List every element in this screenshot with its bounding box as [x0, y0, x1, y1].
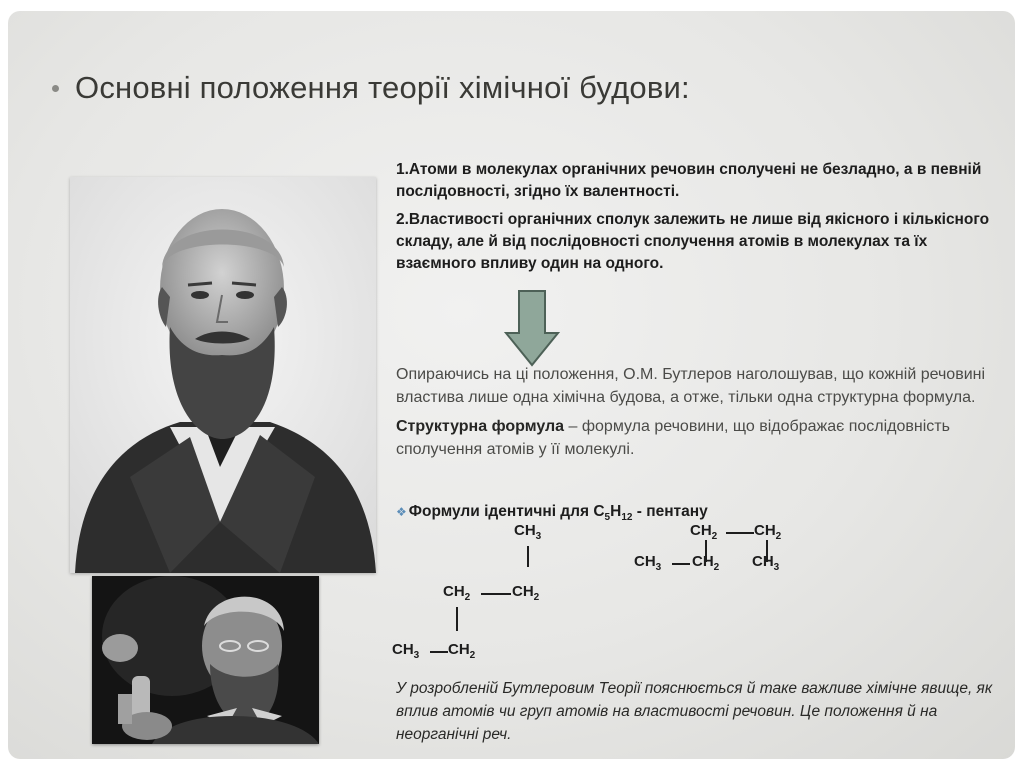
- formula-heading-prefix: Формули ідентичні для С: [408, 503, 605, 520]
- structure-b-top-right: $CH_2$: [754, 522, 782, 542]
- formula-sub-h: 12: [621, 512, 633, 524]
- formula-sub-c: 5: [604, 512, 611, 524]
- structure-a-bot-left: $CH_3$: [392, 641, 420, 661]
- structure-a-mid-left: $CH_2$: [443, 583, 471, 603]
- theory-point-2: 2.Властивості органічних сполук залежить не лише від якісного і кількісного складу, але й від послідовності сполучення атомів в молекулах та їх взаємного впливу один на одного.: [396, 211, 990, 272]
- title-row: [52, 65, 952, 111]
- portrait-scientist-lab: [92, 576, 319, 744]
- theory-points: [396, 159, 996, 281]
- explanation-block: [396, 363, 1008, 467]
- structure-a-mid-right: $CH_2$: [512, 583, 540, 603]
- bond: [456, 607, 458, 631]
- bond: [672, 563, 690, 565]
- definition: [396, 415, 1008, 461]
- down-arrow-icon: [504, 289, 560, 367]
- definition-text: – формула речовини, що відображає послідовність сполучення атомів у її молекулі.: [396, 418, 950, 458]
- definition-term: Структурна формула: [396, 418, 565, 435]
- bond: [726, 532, 754, 534]
- bullet-icon: [52, 85, 59, 92]
- portrait-scientist-lab-image: [92, 576, 319, 744]
- formula-heading-h: Н: [610, 503, 622, 520]
- portrait-butlerov: [70, 177, 376, 573]
- bond: [527, 546, 529, 567]
- closing-text: У розробленій Бутлеровим Теорії пояснюється й таке важливе хімічне явище, як вплив атомів чи груп атомів на властивості речовин. Це положення й на неорганічні реч.: [396, 680, 993, 743]
- portrait-butlerov-image: [70, 177, 376, 573]
- structure-b-bot-mid: $CH_2$: [692, 553, 720, 573]
- structure-b-top-left: $CH_2$: [690, 522, 718, 542]
- diamond-bullet-icon: ❖: [396, 505, 407, 519]
- structure-a-top: $CH_3$: [514, 522, 542, 542]
- structure-b-bot-right: $CH_3$: [752, 553, 780, 573]
- structure-a-bot-right: $CH_2$: [448, 641, 476, 661]
- explanation-text: Опираючись на ці положення, О.М. Бутлеров наголошував, що кожній речовині властива лише одна хімічна будова, а отже, тільки одна структурна формула.: [396, 366, 986, 406]
- structure-b-bot-left: $CH_3$: [634, 553, 662, 573]
- theory-point-1: 1.Атоми в молекулах органічних речовин сполучені не безладно, а в певній послідовності, згідно їх валентності.: [396, 161, 982, 200]
- slide: [8, 11, 1015, 759]
- bond: [430, 651, 448, 653]
- slide-title: Основні положення теорії хімічної будови:: [75, 70, 690, 105]
- formula-heading-suffix: - пентану: [632, 503, 708, 520]
- bond: [481, 593, 511, 595]
